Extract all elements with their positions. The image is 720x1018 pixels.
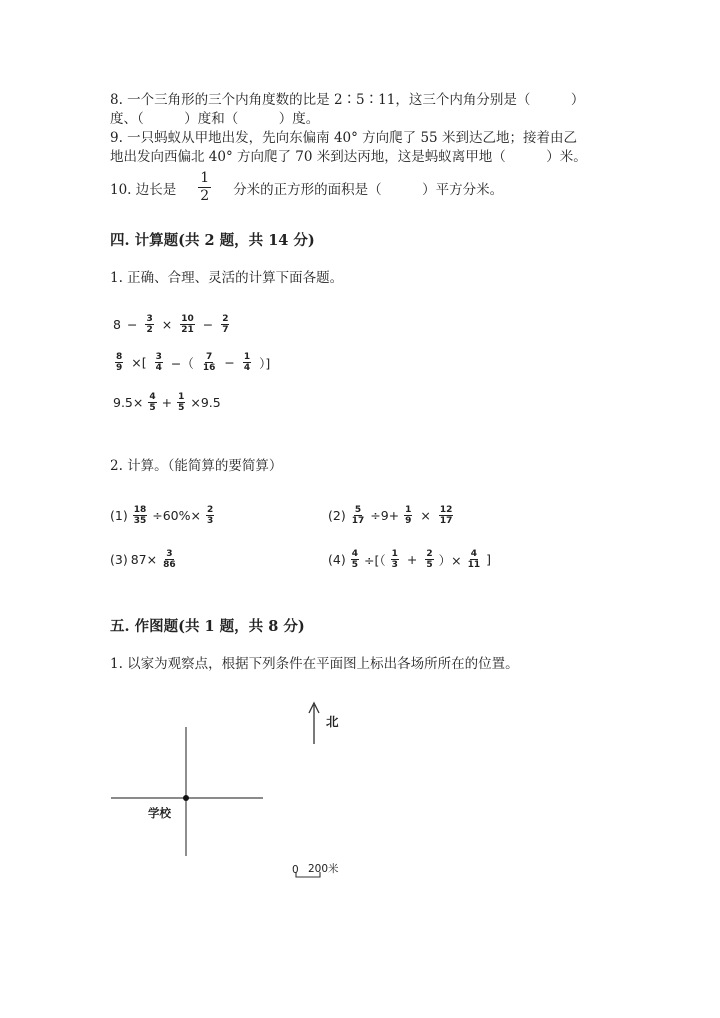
expr3-b: ×9.5 — [190, 395, 221, 410]
frac-den: 35 — [133, 516, 147, 526]
expr1-op3: − — [202, 317, 214, 332]
scale-zero-label: 0 — [292, 864, 299, 876]
frac-num: 4 — [149, 392, 156, 402]
expr3-a: 9.5× — [113, 395, 144, 410]
q9-line2: 地出发向西偏北 40° 方向爬了 70 米到达丙地，这是蚂蚁离甲地（ ）米。 — [110, 149, 587, 165]
calc1-label: (1) — [110, 508, 128, 523]
frac-num: 18 — [133, 505, 147, 515]
frac-num: 3 — [146, 314, 153, 324]
frac-num: 7 — [206, 352, 213, 362]
frac-den: 3 — [391, 560, 398, 570]
expr2-op3: − — [224, 355, 235, 370]
section4-title: 四. 计算题(共 2 题，共 14 分) — [110, 232, 315, 249]
frac-den: 2 — [146, 325, 153, 335]
calc4-mid: ÷[（ — [363, 552, 386, 568]
frac-den: 16 — [202, 363, 216, 373]
frac-num: 3 — [155, 352, 162, 362]
expr2-op2: −（ — [170, 355, 194, 371]
section4-part2-title: 2. 计算。（能简算的要简算） — [110, 458, 283, 474]
frac-den: 17 — [439, 516, 453, 526]
section5-title: 五. 作图题(共 1 题，共 8 分) — [110, 618, 305, 635]
frac-den: 5 — [351, 560, 358, 570]
calc2-label: (2) — [328, 508, 346, 523]
frac-num: 4 — [470, 549, 477, 559]
frac-num: 12 — [439, 505, 453, 515]
frac-num: 1 — [405, 505, 412, 515]
frac-den: 5 — [149, 403, 156, 413]
expr1-a: 8 — [113, 317, 121, 332]
frac-den: 3 — [206, 516, 214, 526]
frac-den: 21 — [181, 325, 194, 335]
frac-num: 3 — [166, 549, 173, 559]
q8-line2: 度、（ ）度和（ ）度。 — [110, 111, 320, 127]
frac-den: 5 — [426, 560, 433, 570]
calc4-end: ] — [486, 552, 492, 567]
frac-den: 9 — [405, 516, 412, 526]
frac-num: 10 — [181, 314, 194, 324]
calc3-mid: 87× — [130, 552, 158, 567]
frac-num: 2 — [206, 505, 214, 515]
q9-line1: 9. 一只蚂蚁从甲地出发，先向东偏南 40° 方向爬了 55 米到达乙地；接着由乙 — [110, 130, 577, 146]
expr1-op1: − — [126, 317, 138, 332]
calc2-op: × — [420, 508, 431, 523]
calc4-label: (4) — [328, 552, 346, 567]
north-label: 北 — [326, 714, 339, 729]
q10-prefix: 10. 边长是 — [110, 181, 177, 198]
section4-part1-title: 1. 正确、合理、灵活的计算下面各题。 — [110, 270, 344, 286]
frac-num: 4 — [351, 549, 358, 559]
expr2-close: ）] — [259, 355, 271, 371]
expr2-op1: ×[ — [131, 355, 147, 370]
frac-den: 4 — [155, 363, 162, 373]
frac-den: 86 — [163, 560, 176, 570]
frac-den: 9 — [116, 363, 123, 373]
school-point — [183, 795, 189, 801]
scale-distance-label: 200米 — [308, 863, 339, 875]
frac-num: 1 — [178, 392, 185, 402]
section5-part1-title: 1. 以家为观察点，根据下列条件在平面图上标出各场所所在的位置。 — [110, 656, 519, 672]
frac-den: 11 — [467, 560, 481, 570]
school-label: 学校 — [148, 806, 171, 820]
frac-num: 5 — [354, 505, 362, 515]
q8-line1: 8. 一个三角形的三个内角度数的比是 2∶5∶11，这三个内角分别是（ ） — [110, 92, 585, 108]
q10-frac-den: 2 — [200, 188, 210, 204]
q10-frac-num: 1 — [200, 170, 210, 186]
calc3-label: (3) — [110, 552, 128, 567]
frac-num: 2 — [426, 549, 433, 559]
calc4-close: ）× — [438, 552, 462, 568]
calc4-op: + — [406, 552, 418, 567]
frac-num: 2 — [222, 314, 229, 324]
q10-suffix: 分米的正方形的面积是（ ）平方分米。 — [233, 181, 504, 198]
frac-den: 4 — [243, 363, 251, 373]
expr3-op1: + — [161, 395, 173, 410]
calc1-mid: ÷60%× — [152, 508, 201, 523]
frac-den: 7 — [222, 325, 229, 335]
frac-num: 8 — [116, 352, 123, 362]
calc2-mid: ÷9+ — [370, 508, 400, 523]
frac-den: 17 — [351, 516, 365, 526]
frac-num: 1 — [243, 352, 251, 362]
frac-den: 5 — [178, 403, 185, 413]
expr1-op2: × — [161, 317, 173, 332]
frac-num: 1 — [391, 549, 398, 559]
